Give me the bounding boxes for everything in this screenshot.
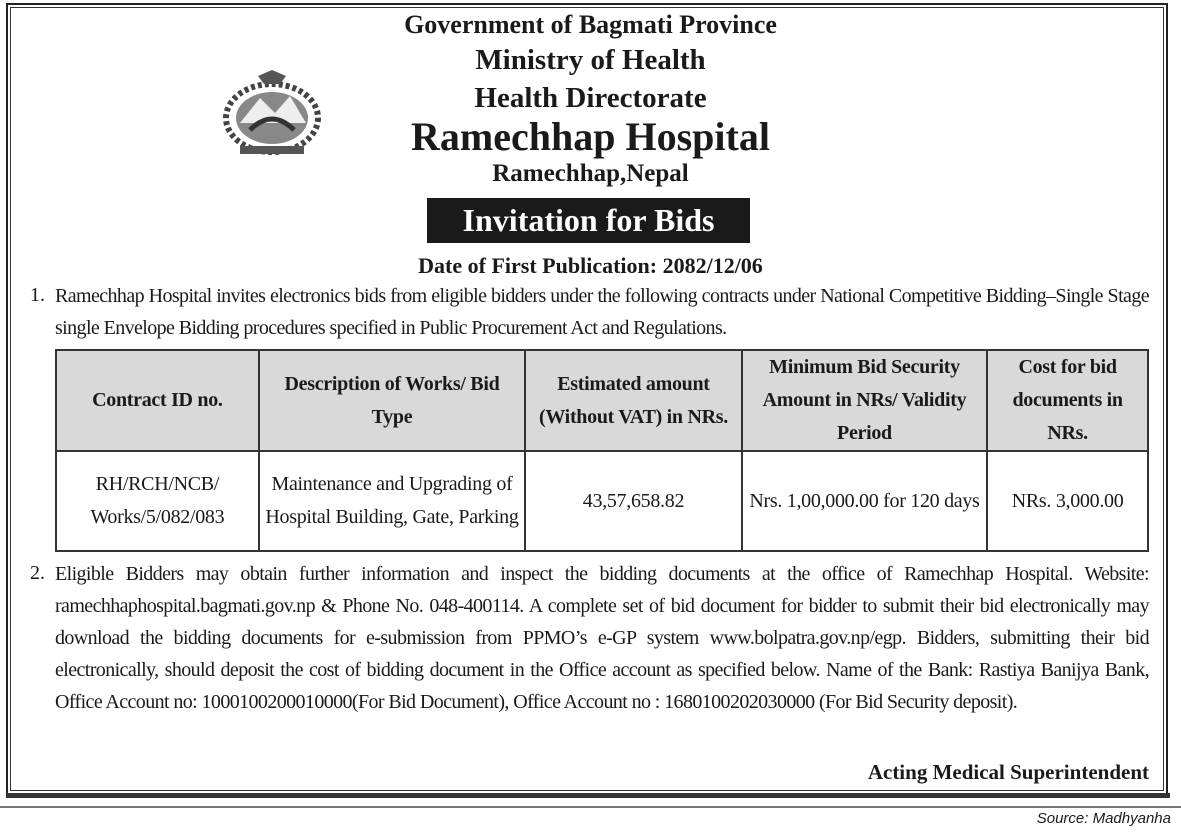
header-document-cost: Cost for bid documents in NRs. <box>987 350 1148 451</box>
cell-description: Maintenance and Upgrading of Hospital Building, Gate, Parking <box>259 451 525 551</box>
cell-bid-security: Nrs. 1,00,000.00 for 120 days <box>742 451 987 551</box>
para1-number: 1. <box>30 284 45 306</box>
directorate-line: Health Directorate <box>474 82 707 114</box>
publication-date: Date of First Publication: 2082/12/06 <box>418 253 763 278</box>
header-contract-id: Contract ID no. <box>56 350 259 451</box>
para2-number: 2. <box>30 562 45 584</box>
notice-title-banner: Invitation for Bids <box>427 198 750 243</box>
source-credit: Source: Madhyanha <box>1036 810 1171 827</box>
table-row <box>56 451 1148 551</box>
para1-text: Ramechhap Hospital invites electronics bids from eligible bidders under the following contracts under National Competitive Bidding–Single Stage single Envelope Bidding procedures specified in Public Procurement Act and Regulations. <box>55 285 1149 339</box>
table-header-row <box>56 350 1148 451</box>
bid-table <box>55 349 1149 552</box>
government-line: Government of Bagmati Province <box>404 10 777 39</box>
header-estimated-amount: Estimated amount (Without VAT) in NRs. <box>525 350 742 451</box>
cell-document-cost: NRs. 3,000.00 <box>987 451 1148 551</box>
frame-shadow <box>6 793 1170 798</box>
divider <box>0 806 1181 808</box>
header-description: Description of Works/ Bid Type <box>259 350 525 451</box>
hospital-name: Ramechhap Hospital <box>411 114 770 159</box>
hospital-location: Ramechhap,Nepal <box>492 160 689 187</box>
cell-contract-id: RH/RCH/NCB/ Works/5/082/083 <box>56 451 259 551</box>
cell-estimated-amount: 43,57,658.82 <box>525 451 742 551</box>
para2-text: Eligible Bidders may obtain further information and inspect the bidding documents at the office of Ramechhap Hospital. Website: ramechhaphospital.bagmati.gov.np & Phone No. 048-400114. A complete set of bid document for bidder to submit their bid electronically may download the bidding documents for e-submission from PPMO’s e-GP system www.bolpatra.gov.np/egp. Bidders, submitting their bid electronically, should deposit the cost of bidding document in the Office account as specified below. Name of the Bank: Rastiya Banijya Bank, Office Account no: 1000100200010000(For Bid Document), Office Account no : 1680100202030000 (For Bid Security deposit). <box>55 563 1149 713</box>
header-bid-security: Minimum Bid Security Amount in NRs/ Validity Period <box>742 350 987 451</box>
signatory: Acting Medical Superintendent <box>867 760 1149 784</box>
ministry-line: Ministry of Health <box>475 44 706 76</box>
